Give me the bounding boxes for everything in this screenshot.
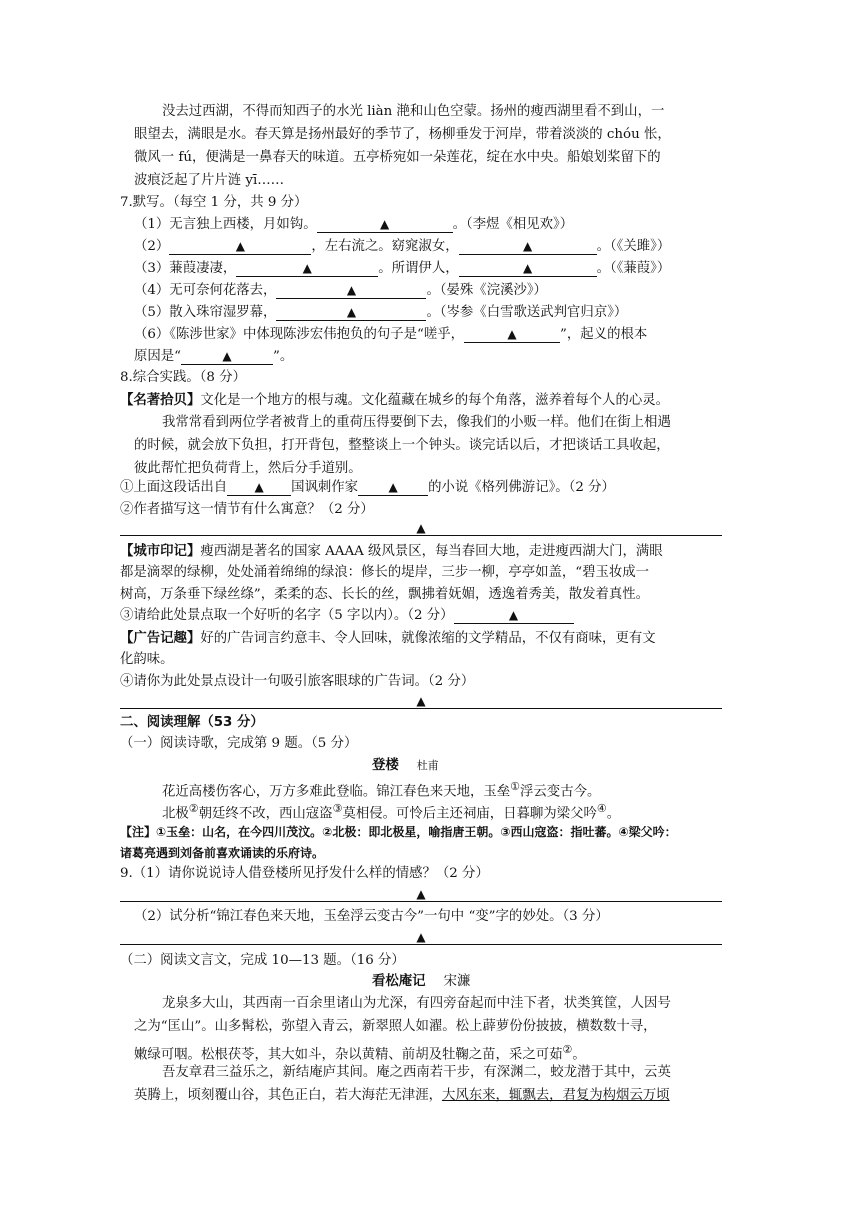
poem-note-1: 【注】①玉垒：山名，在今四川茂汶。②北极：即北极星，喻指唐王朝。③西山寇盗：指吐蕃。④梁父吟： [120,825,677,839]
q8-1-text-c: 的小说《格列佛游记》。（2 分） [428,480,615,495]
answer-blank[interactable] [358,479,428,496]
blank-marker: ▲ [508,608,519,622]
answer-blank[interactable] [276,282,426,299]
essay-text: 英腾上，顷刻覆山谷，其色正白，若大海茫无津涯， [134,1088,442,1103]
q8-sub-1 [120,477,615,499]
answer-blank[interactable] [464,326,560,343]
footnote-mark: ② [188,802,199,815]
essay-line-4: 吾友章君三益乐之，新结庵庐其间。庵之西南若干步，有深渊二，蛟龙潜于其中，云英 [162,1065,671,1080]
poem-title-row [372,755,439,777]
quote-line-3: 彼此帮忙把负荷背上，然后分手道别。 [134,461,362,476]
q8-1-text-b: 国讽刺作家 [291,480,359,495]
poem-text: 。 [606,806,621,822]
q7-item-4 [134,280,547,302]
q7-6-text: （6）《陈涉世家》中体现陈涉宏伟抱负的句子是“嗟乎， [134,327,465,342]
section-label: 【城市印记】 [120,543,201,559]
blank-marker: ▲ [379,217,390,231]
q7-heading: 7.默写。（每空 1 分，共 9 分） [120,195,308,210]
answer-line[interactable] [120,944,722,945]
blank-marker: ▲ [346,283,357,297]
q8-ad-line-1 [120,627,656,650]
answer-line[interactable] [120,901,722,902]
q7-4-source: 。（晏殊《浣溪沙》） [426,283,547,298]
blank-marker: ▲ [302,261,312,275]
essay-line-5 [134,1085,670,1107]
essay-text: 嫩绿可咽。松根茯苓，其大如斗，杂以黄精、前胡及牡鞠之苗，采之可茹 [134,1047,563,1063]
q7-6-text-b: ”，起义的根本 [560,327,648,342]
q7-5-text: （5）散入珠帘湿罗幕， [134,305,277,320]
q8-1-text: ①上面这段话出自 [120,480,228,495]
q7-item-6 [134,324,647,346]
poem-author: 杜甫 [416,759,439,772]
q8-city-line-3: 树高，万条垂下绿丝绦”，柔柔的态、长长的丝，飘拂着妩媚，透逸着秀美，散发着真性。 [120,587,650,602]
intro-line-1: 没去过西湖，不得而知西子的水光 liàn 滟和山色空蒙。扬州的瘦西湖里看不到山，一 [162,104,665,119]
intro-line-3: 微风一 fú，便满是一鼻春天的味道。五亭桥宛如一朵莲花，绽在水中央。船娘划桨留下的 [134,150,661,165]
answer-blank[interactable] [181,348,273,365]
answer-line-marker: ▲ [416,694,426,708]
blank-marker: ▲ [235,239,245,253]
answer-line-marker: ▲ [416,887,426,901]
q7-2-source: 。（《关雎》） [596,239,671,254]
q7-item-1 [134,214,573,236]
q8-ad-line-2: 化韵味。 [120,652,174,667]
q8-mingzhu-intro [120,389,669,412]
poem-text: 北极 [162,806,189,822]
blank-marker: ▲ [388,480,398,494]
blank-marker: ▲ [346,305,357,319]
essay-author: 宋濂 [443,974,471,989]
q7-item-6-cont [134,346,293,368]
answer-line[interactable] [120,535,722,536]
q8-city-line-2: 都是滴翠的绿柳，处处涌着绵绵的绿浪：修长的堤岸，三步一柳，亭亭如盖，“碧玉妆成一 [120,565,650,580]
blank-marker: ▲ [522,239,533,253]
part-1-instruction: （一）阅读诗歌，完成第 9 题。（5 分） [120,736,358,751]
quote-line-1: 我常常看到两位学者被背上的重荷压得要倒下去，像我们的小贩一样。他们在街上相遇 [162,415,671,430]
answer-blank[interactable] [236,260,378,277]
section-label: 【名著拾贝】 [120,392,201,408]
essay-title: 看松庵记 [372,974,426,989]
answer-blank[interactable] [459,260,597,277]
blank-marker: ▲ [507,327,517,341]
q9-part-2: （2）试分析“锦江春色来天地，玉垒浮云变古今”一句中 “变”字的妙处。（3 分） [134,909,609,924]
q7-1-source: 。（李煜《相见欢》） [452,217,574,232]
footnote-mark: ① [510,780,521,793]
section-text: 瘦西湖是著名的国家 AAAA 级风景区，每当春回大地，走进瘦西湖大门，满眼 [200,544,663,559]
part-2-instruction: （二）阅读文言文，完成 10—13 题。（16 分） [120,953,405,968]
section-2-heading: 二、阅读理解（53 分） [120,715,264,730]
q8-sub-4: ④请你为此处景点设计一句吸引旅客眼球的广告词。（2 分） [120,674,475,689]
answer-line[interactable] [120,708,722,709]
essay-line-1: 龙泉多大山，其西南一百余里诸山为尤深，有四旁奋起而中洼下者，状类箕筐，人因号 [162,996,671,1011]
footnote-mark: ② [562,1043,573,1056]
q7-2-num: （2） [134,239,170,254]
q7-2-text: ，左右流之。窈窕淑女， [311,239,459,254]
poem-note-2: 诸葛亮遇到刘备前喜欢诵读的乐府诗。 [120,846,325,860]
blank-marker: ▲ [254,480,264,494]
answer-blank[interactable] [317,216,453,233]
q7-4-text: （4）无可奈何花落去， [134,283,277,298]
answer-line-marker: ▲ [416,930,426,944]
q7-3-text: （3）蒹葭凄凄， [134,261,237,276]
poem-title: 登楼 [372,758,399,773]
blank-marker: ▲ [522,261,533,275]
footnote-mark: ③ [332,802,343,815]
intro-line-2: 眼望去，满眼是水。春天算是扬州最好的季节了，杨柳垂发于河岸，带着淡淡的 chóu 怅， [134,127,671,142]
q7-item-2 [134,236,670,258]
quote-line-2: 的时候，就会放下负担，打开背包，整整谈上一个钟头。谈完话以后，才把谈话工具收起， [134,438,670,453]
q9-part-1: 9.（1）请你说说诗人借登楼所见抒发什么样的情感？（2 分） [120,866,489,881]
q7-3-source: 。（《蒹葭》） [596,261,671,276]
q7-1-text: （1）无言独上西楼，月如钩。 [134,217,317,232]
q7-5-source: 。（岑参《白雪歌送武判官归京》） [426,305,628,320]
q7-6-text-c: 原因是“ [134,349,182,364]
essay-line-2: 之为“匡山”。山多髯松，弥望入青云，新翠照人如濯。松上薜萝份份披披，横数数十寻， [134,1019,657,1034]
answer-blank[interactable] [276,304,426,321]
q8-3-text: ③请给此处景点取一个好听的名字（5 字以内）。（2 分） [120,608,454,623]
answer-blank[interactable] [169,238,311,255]
answer-line-marker: ▲ [416,521,426,535]
q7-item-5 [134,302,627,324]
poem-text: 朝廷终不改，西山寇盗 [198,806,333,822]
essay-title-row [372,971,470,993]
answer-blank[interactable] [459,238,597,255]
essay-text: 。 [572,1047,586,1063]
blank-marker: ▲ [222,349,232,363]
intro-line-4: 波痕泛起了片片涟 yī…… [134,173,285,188]
answer-blank[interactable] [227,479,291,496]
poem-text: 莫相侵。可怜后主还祠庙，日暮聊为梁父吟 [342,806,597,822]
q8-sub-2: ②作者描写这一情节有什么寓意？（2 分） [120,502,374,517]
q7-item-3 [134,258,670,280]
q8-heading: 8.综合实践。（8 分） [120,370,246,385]
poem-text: 浮云变古今。 [520,784,601,800]
section-text: 好的广告词言约意丰、令人回味，就像浓缩的文学精品，不仅有商味，更有文 [200,631,656,646]
poem-text: 花近高楼伤客心，万方多难此登临。锦江春色来天地，玉垒 [162,784,511,800]
section-label: 【广告记趣】 [120,630,201,646]
q7-3-text-b: 。所谓伊人， [378,261,459,276]
underlined-sentence: 大风东来，辄飘去，君复为构烟云万顷 [441,1088,670,1103]
q8-city-line-1 [120,540,663,563]
q7-6-text-d: ”。 [273,349,294,364]
footnote-mark: ④ [596,802,607,815]
section-text: 文化是一个地方的根与魂。文化蕴藏在城乡的每个角落，滋养着每个人的心灵。 [200,393,670,408]
answer-blank[interactable] [454,607,574,624]
q8-sub-3 [120,605,574,627]
